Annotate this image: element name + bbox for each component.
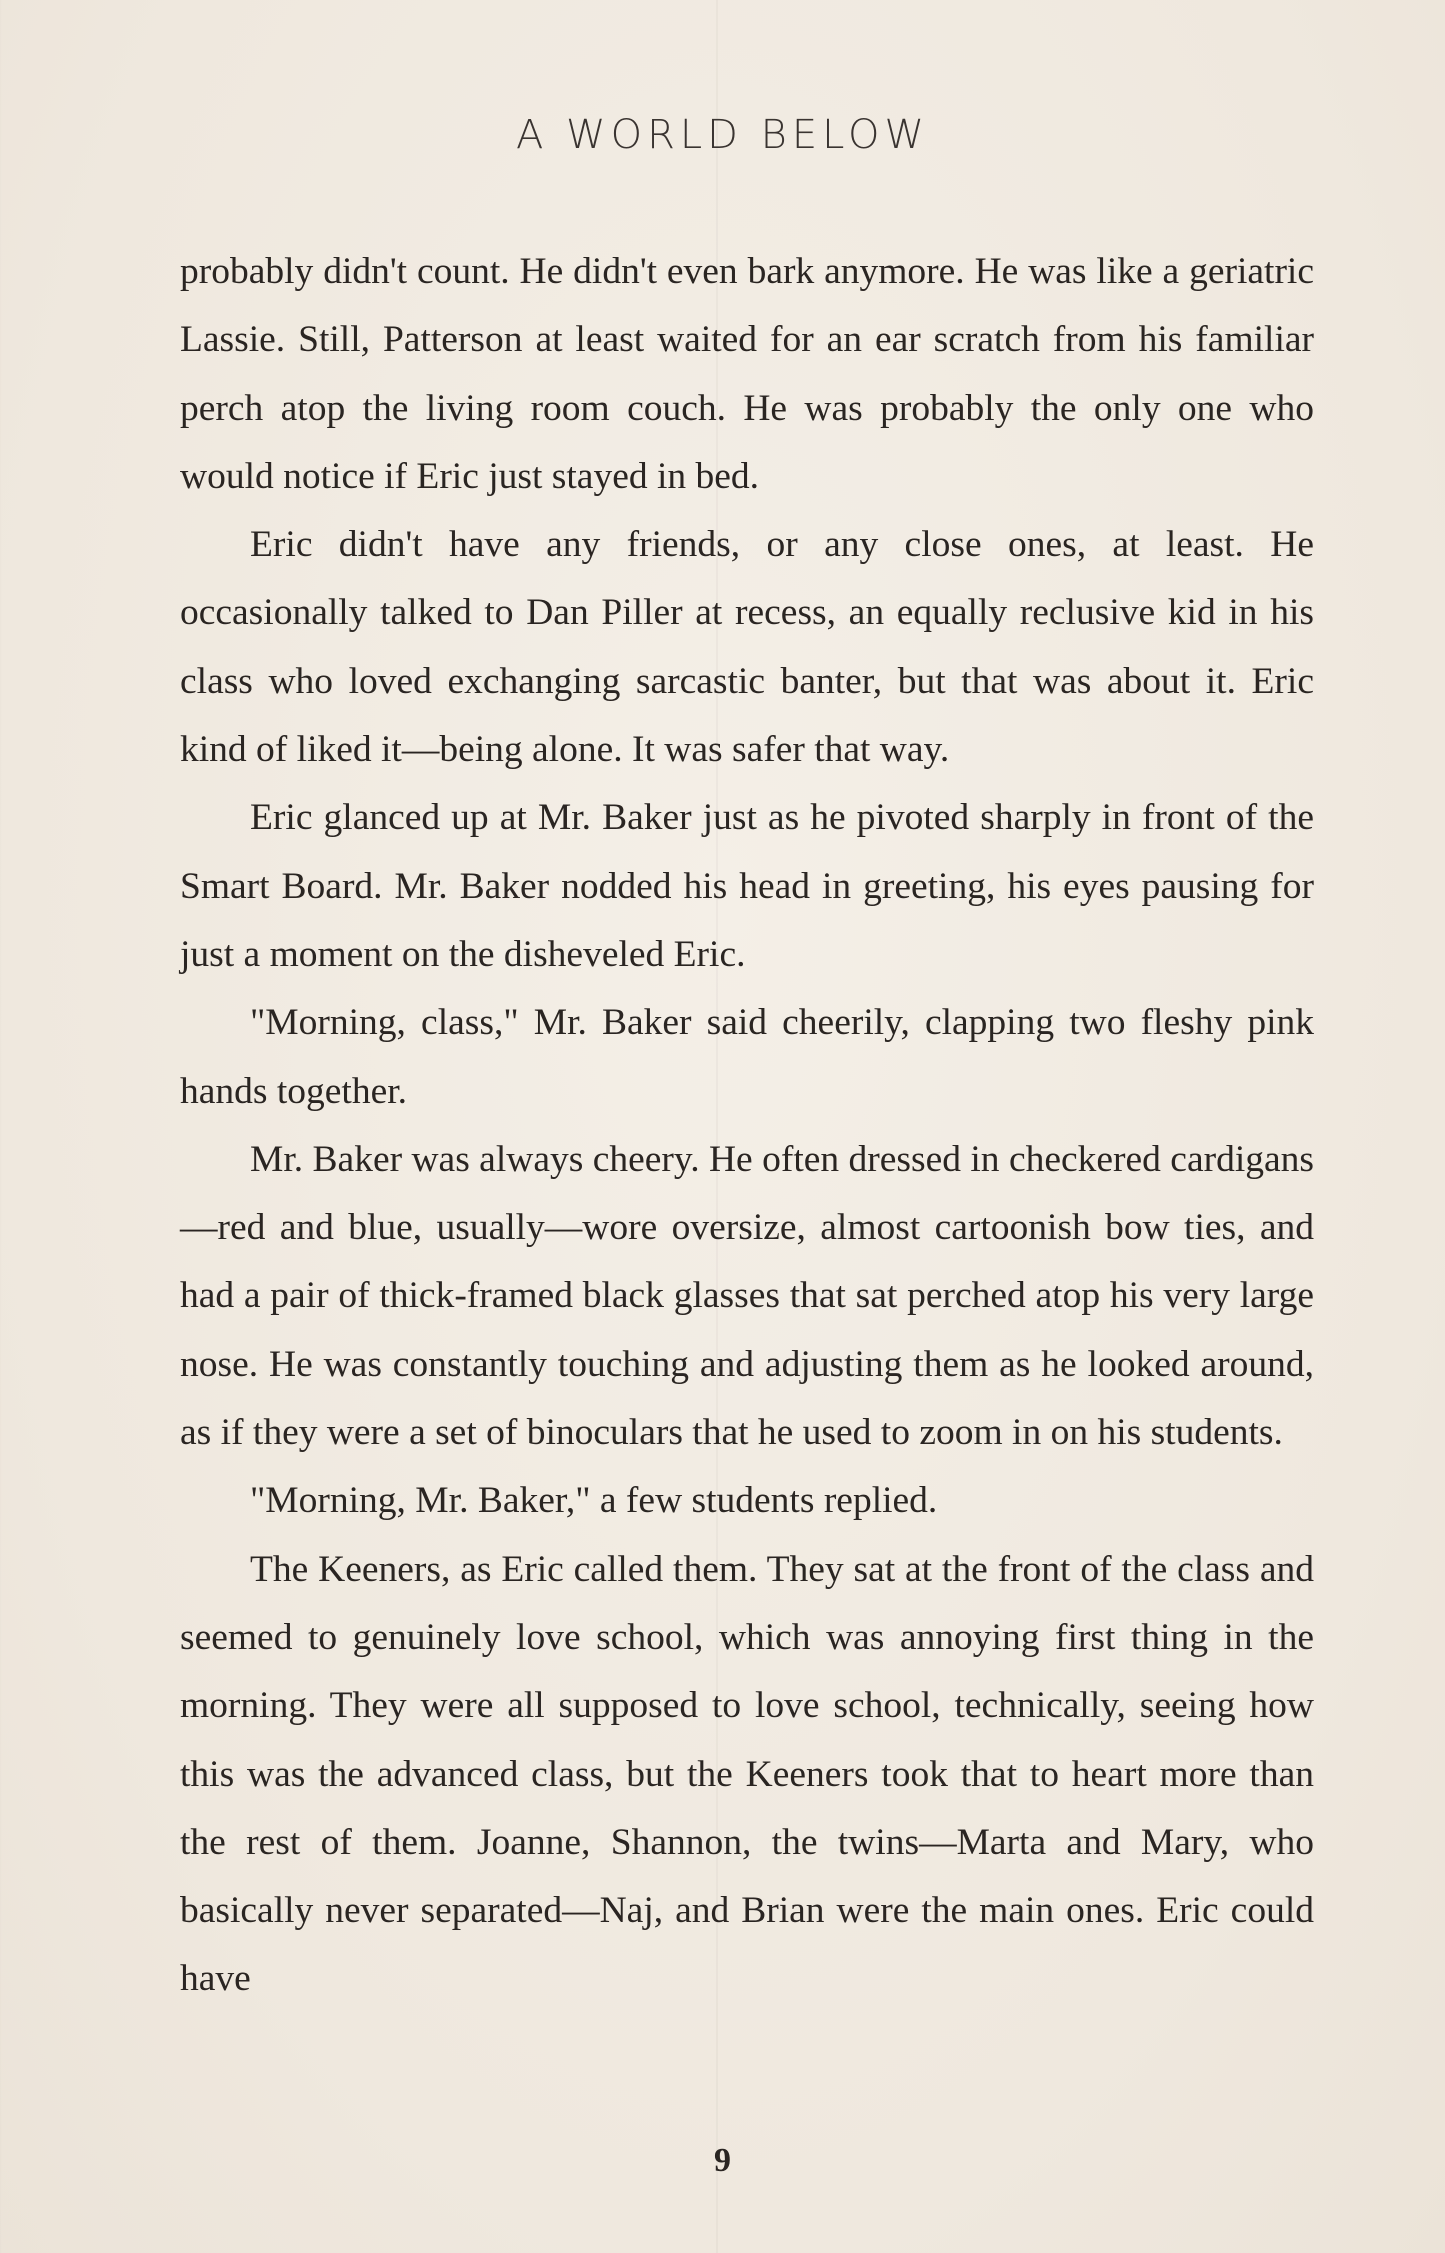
body-text (180, 238, 1314, 2014)
paragraph: The Keeners, as Eric called them. They sat at the front of the class and seemed to genuinely love school, which was annoying first thing in the morning. They were all supposed to love school, technically, seeing how this was the advanced class, but the Keeners took that to heart more than the rest of them. Joanne, Shannon, the twins—Marta and Mary, who basically never separated—Naj, and Brian were the main ones. Eric could have (180, 1548, 1314, 2000)
page-number: 9 (714, 2142, 731, 2179)
paragraph: Mr. Baker was always cheery. He often dressed in checkered cardigans—red and blue, usually—wore oversize, almost cartoonish bow ties, and had a pair of thick-framed black glasses that sat perched atop his very large nose. He was constantly touching and adjusting them as he looked around, as if they were a set of binoculars that he used to zoom in on his students. (180, 1138, 1314, 1454)
paragraph: "Morning, Mr. Baker," a few students replied. (250, 1480, 938, 1522)
paragraph: Eric glanced up at Mr. Baker just as he pivoted sharply in front of the Smart Board. Mr. Baker nodded his head in greeting, his eyes pausing for just a moment on the disheveled Eric. (180, 797, 1314, 975)
paragraph: "Morning, class," Mr. Baker said cheerily, clapping two fleshy pink hands together. (180, 1002, 1314, 1112)
running-head: A WORLD BELOW (515, 112, 930, 158)
paragraph: probably didn't count. He didn't even bark anymore. He was like a geriatric Lassie. Still, Patterson at least waited for an ear scratch from his familiar perch atop the living room couch. He was probably the only one who would notice if Eric just stayed in bed. (180, 251, 1314, 497)
paragraph: Eric didn't have any friends, or any close ones, at least. He occasionally talked to Dan Piller at recess, an equally reclusive kid in his class who loved exchanging sarcastic banter, but that was about it. Eric kind of liked it—being alone. It was safer that way. (180, 524, 1314, 771)
